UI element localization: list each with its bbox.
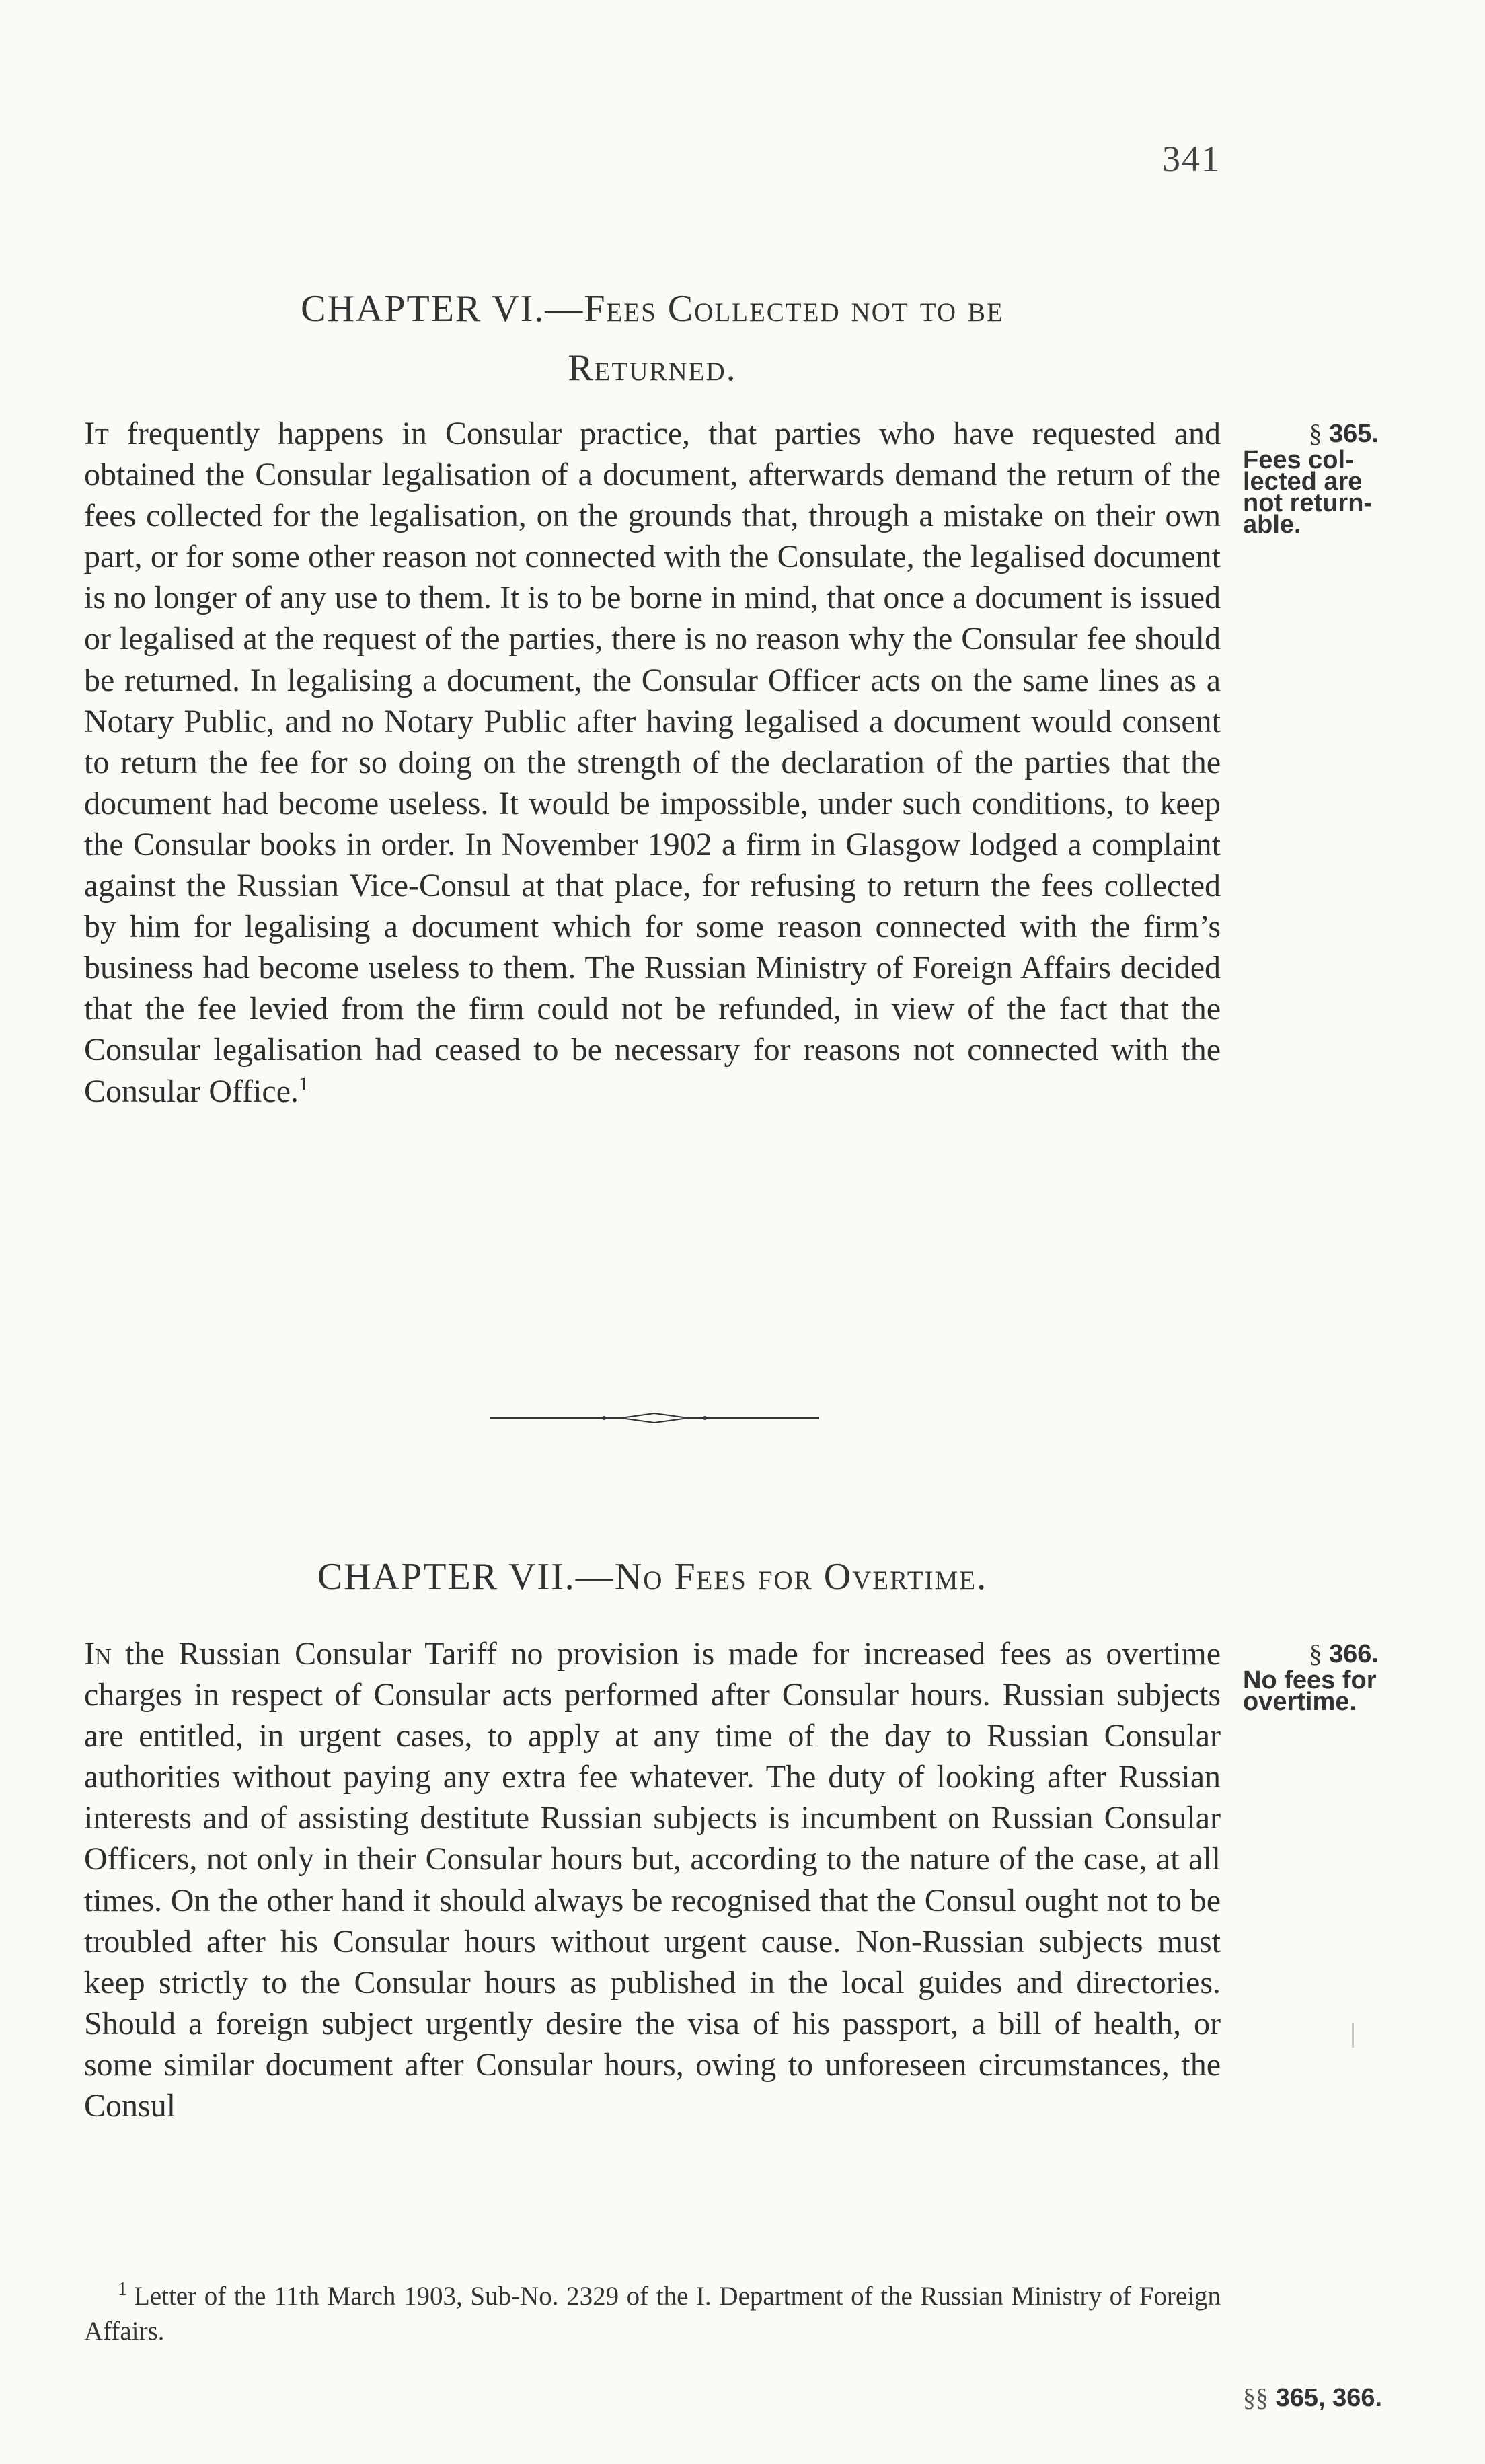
chapter-6-lead-word: It — [84, 416, 109, 451]
side-note-366-section — [1243, 1639, 1379, 1670]
side-note-366 — [1243, 1639, 1404, 1716]
chapter-7-text: the Russian Consular Tariff no provision is made for increased fees as overtime charges in respect of Consular acts performed after Consular hours. Russian subjects are entitled, in urgent cases, to apply at any time of the day to Russian Consular authorities without paying any extra fee whatever. The duty of looking after Russian interests and of assisting destitute Russian subjects is incumbent on Russian Consular Officers, not only in their Consular hours but, according to the nature of the case, at all times. On the other hand it should always be recognised that the Consul ought not to be troubled after his Consular hours without urgent cause. Non-Russian subjects must keep strictly to the Consular hours as published in the local guides and directories. Should a foreign subject urgently desire the visa of his passport, a bill of health, or some similar document after Consular hours, owing to unforeseen circumstances, the Consul — [84, 1636, 1221, 2124]
chapter-6-text: frequently happens in Consular practice, that parties who have requested and obtained the Consular legalisation of a document, afterwards demand the return of the fees collected for the legalisation, on the grounds that, through a mistake on their own part, or for some other reason not connected with the Consulate, the legalised document is no longer of any use to them. It is to be borne in mind, that once a document is issued or legalised at the request of the parties, there is no reason why the Consular fee should be returned. In legalising a document, the Consular Officer acts on the same lines as a Notary Public, and no Notary Public after having legalised a document would consent to return the fee for so doing on the strength of the declaration of the parties that the document had become useless. It would be impossible, under such conditions, to keep the Consular books in order. In November 1902 a firm in Glasgow lodged a complaint against the Russian Vice-Consul at that place, for refusing to return the fees collected by him for legalising a document which for some reason connected with the firm’s business had become useless to them. The Russian Ministry of Foreign Affairs decided that the fee levied from the firm could not be refunded, in view of the fact that the Consular legalisation had ceased to be necessary for reasons not connected with the Consular Office. — [84, 416, 1221, 1109]
section-mark: § — [1309, 1640, 1322, 1668]
side-note-366-number: 366. — [1329, 1640, 1379, 1668]
chapter-6-paragraph — [84, 413, 1221, 1112]
chapter-7-paragraph — [84, 1633, 1221, 2126]
chapter-6-title-line-1: CHAPTER VI.—Fees Collected not to be — [301, 288, 1004, 330]
chapter-7-lead-word: In — [84, 1636, 112, 1672]
side-note-365-number: 365. — [1329, 420, 1379, 448]
side-note-365-line-3: not return- — [1243, 489, 1373, 517]
footnote — [84, 2279, 1221, 2349]
chapter-6-title — [108, 279, 1197, 398]
footnote-reference: 1 — [299, 1072, 309, 1095]
side-note-366-line-1: No fees for — [1243, 1666, 1377, 1694]
side-note-366-line-2: overtime. — [1243, 1688, 1357, 1716]
side-note-365-line-1: Fees col- — [1243, 446, 1354, 474]
chapter-7-title: CHAPTER VII.—No Fees for Overtime. — [317, 1556, 988, 1598]
footnote-text: Letter of the 11th March 1903, Sub-No. 2329 of the I. Department of the Russian Ministry of Foreign Affairs. — [84, 2282, 1221, 2346]
side-note-365-line-4: able. — [1243, 511, 1301, 539]
chapter-6-title-line-2: Returned. — [568, 347, 737, 389]
side-note-365-section — [1243, 418, 1379, 449]
section-signature — [1243, 2383, 1382, 2413]
page-number: 341 — [1162, 139, 1221, 179]
scan-mark — [1352, 2023, 1354, 2048]
side-note-365 — [1243, 418, 1404, 539]
chapter-divider-ornament — [490, 1411, 819, 1425]
footnote-mark: 1 — [118, 2279, 127, 2300]
section-mark: § — [1309, 420, 1322, 448]
signature-section-mark: §§ — [1243, 2384, 1268, 2412]
signature-text: 365, 366. — [1275, 2384, 1383, 2412]
side-note-365-line-2: lected are — [1243, 468, 1363, 496]
